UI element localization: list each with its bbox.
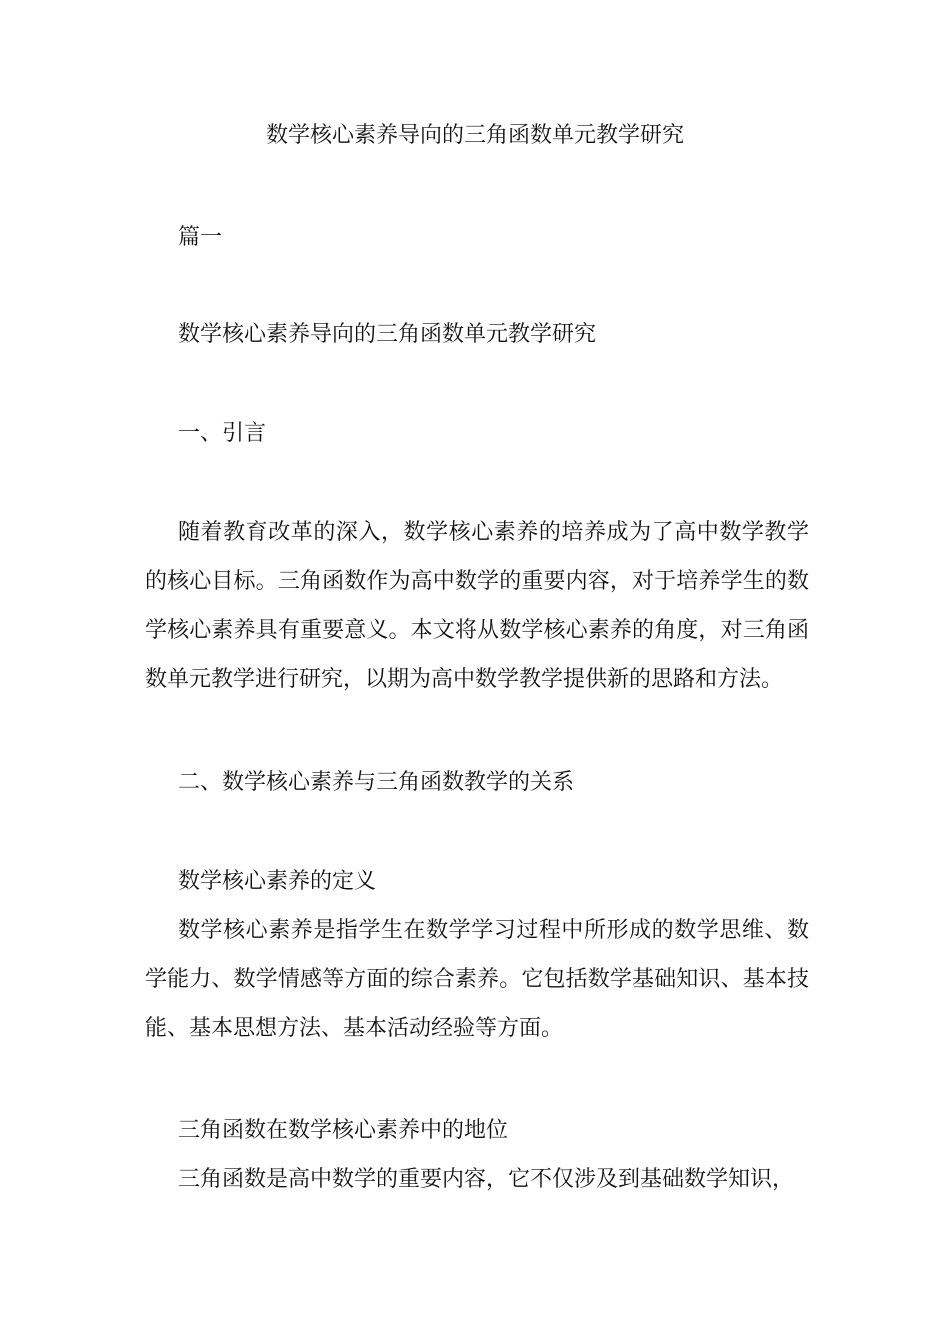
document-title: 数学核心素养导向的三角函数单元教学研究 <box>265 123 684 148</box>
subheading-core-literacy-definition: 数学核心素养的定义 <box>178 869 377 894</box>
core-literacy-definition-paragraph: 数学核心素养是指学生在数学学习过程中所形成的数学思维、数学能力、数学情感等方面的综合素养。它包括数学基础知识、基本技能、基本思想方法、基本活动经验等方面。 <box>145 918 809 1041</box>
part-label: 篇一 <box>178 225 223 250</box>
section-heading-introduction: 一、引言 <box>178 421 267 446</box>
trig-status-paragraph: 三角函数是高中数学的重要内容，它不仅涉及到基础数学知识， <box>178 1167 795 1192</box>
subheading-trig-status: 三角函数在数学核心素养中的地位 <box>178 1118 509 1143</box>
introduction-paragraph: 随着教育改革的深入，数学核心素养的培养成为了高中数学教学的核心目标。三角函数作为高中数学的重要内容，对于培养学生的数学核心素养具有重要意义。本文将从数学核心素养的角度，对三角函数单元教学进行研究，以期为高中数学教学提供新的思路和方法。 <box>145 520 809 692</box>
document-subtitle: 数学核心素养导向的三角函数单元教学研究 <box>178 322 597 347</box>
section-heading-relationship: 二、数学核心素养与三角函数教学的关系 <box>178 770 575 795</box>
